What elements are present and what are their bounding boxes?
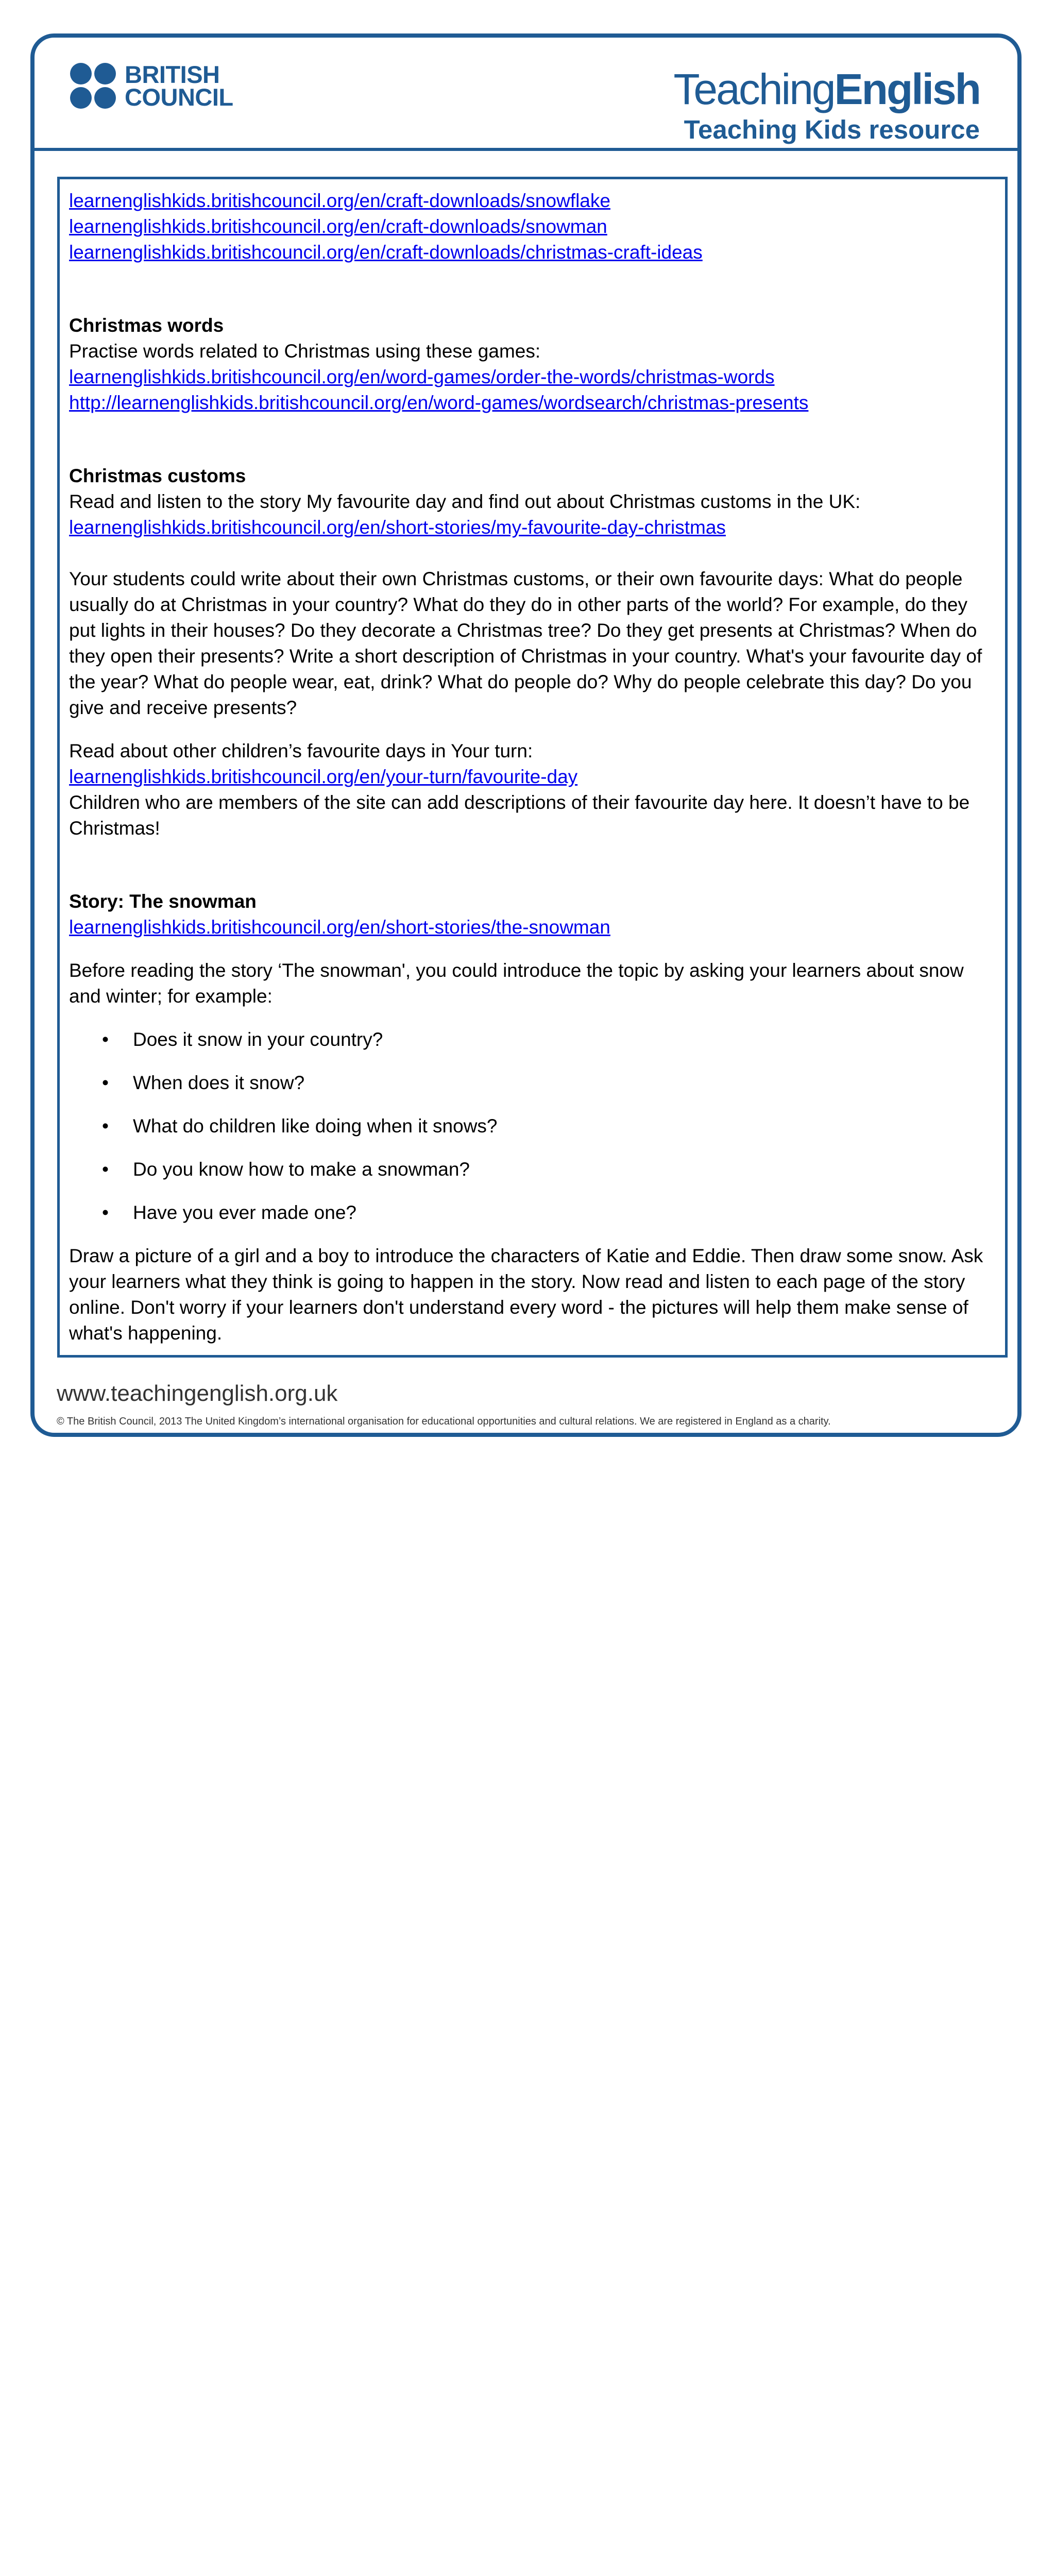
logo-line-1: BRITISH	[125, 60, 220, 88]
header-divider	[30, 148, 1022, 151]
story-closing: Draw a picture of a girl and a boy to introduce the characters of Katie and Eddie. Then draw some snow. Ask your learners what they think is going to happen in the story. Now read and listen to each page of the story online. Don't worry if your learners don't understand every word - the pictures will help them make sense of what's happening.	[69, 1245, 983, 1344]
british-council-dots-icon	[70, 63, 116, 109]
christmas-customs-intro: Read and listen to the story My favourite day and find out about Christmas customs in the UK:	[69, 491, 861, 512]
logo-line-2: COUNCIL	[125, 83, 233, 111]
story-intro: Before reading the story ‘The snowman', you could introduce the topic by asking your learners about snow and winter; for example:	[69, 960, 964, 1007]
christmas-words-intro: Practise words related to Christmas using these games:	[69, 341, 541, 362]
teachingenglish-brand	[673, 66, 980, 112]
question-text: Have you ever made one?	[133, 1202, 356, 1223]
question-text: Does it snow in your country?	[133, 1029, 383, 1050]
the-snowman-link[interactable]: learnenglishkids.britishcouncil.org/en/short-stories/the-snowman	[69, 917, 610, 938]
question-text: What do children like doing when it snows?	[133, 1115, 498, 1137]
christmas-presents-link[interactable]: http://learnenglishkids.britishcouncil.org/en/word-games/wordsearch/christmas-presents	[69, 392, 809, 413]
your-turn-intro: Read about other children’s favourite days in Your turn:	[69, 740, 533, 761]
craft-link-snowman[interactable]: learnenglishkids.britishcouncil.org/en/craft-downloads/snowman	[69, 216, 607, 237]
footer-url[interactable]: www.teachingenglish.org.uk	[57, 1381, 338, 1406]
list-item	[69, 1027, 996, 1070]
bullet-icon: •	[102, 1115, 109, 1137]
craft-link-christmas-ideas[interactable]: learnenglishkids.britishcouncil.org/en/craft-downloads/christmas-craft-ideas	[69, 242, 703, 263]
your-turn-link[interactable]: learnenglishkids.britishcouncil.org/en/your-turn/favourite-day	[69, 766, 578, 787]
resource-subtitle: Teaching Kids resource	[684, 115, 980, 144]
brand-bold: English	[834, 65, 980, 113]
christmas-customs-heading: Christmas customs	[69, 465, 246, 486]
content	[69, 188, 996, 1346]
footer-copyright: © The British Council, 2013 The United Kingdom’s international organisation for educational opportunities and cultural relations. We are registered in England as a charity.	[57, 1416, 831, 1427]
bullet-icon: •	[102, 1202, 109, 1223]
list-item	[69, 1070, 996, 1113]
christmas-words-link[interactable]: learnenglishkids.britishcouncil.org/en/word-games/order-the-words/christmas-words	[69, 366, 775, 387]
brand-light: Teaching	[673, 65, 835, 113]
list-item	[69, 1113, 996, 1157]
customs-paragraph: Your students could write about their own Christmas customs, or their own favourite days: What do people usually do at Christmas in your country? What do they do in other parts of the world? For example, do they put lights in their houses? Do they decorate a Christmas tree? Do they get presents at Christmas? When do they open their presents? Write a short description of Christmas in your country. What's your favourite day of the year? What do people wear, eat, drink? What do people do? Why do people celebrate this day? Do you give and receive presents?	[69, 568, 982, 718]
your-turn-note: Children who are members of the site can add descriptions of their favourite day here. It doesn’t have to be Christmas!	[69, 792, 970, 839]
christmas-words-heading: Christmas words	[69, 315, 224, 336]
list-item	[69, 1200, 996, 1243]
craft-link-snowflake[interactable]: learnenglishkids.britishcouncil.org/en/craft-downloads/snowflake	[69, 190, 610, 211]
story-heading: Story: The snowman	[69, 891, 257, 912]
bullet-icon: •	[102, 1029, 109, 1050]
my-favourite-day-link[interactable]: learnenglishkids.britishcouncil.org/en/short-stories/my-favourite-day-christmas	[69, 517, 726, 538]
bullet-icon: •	[102, 1072, 109, 1093]
question-list	[69, 1027, 996, 1243]
bullet-icon: •	[102, 1159, 109, 1180]
question-text: When does it snow?	[133, 1072, 305, 1093]
british-council-wordmark	[125, 60, 233, 111]
british-council-logo	[70, 60, 233, 111]
question-text: Do you know how to make a snowman?	[133, 1159, 470, 1180]
list-item	[69, 1157, 996, 1200]
